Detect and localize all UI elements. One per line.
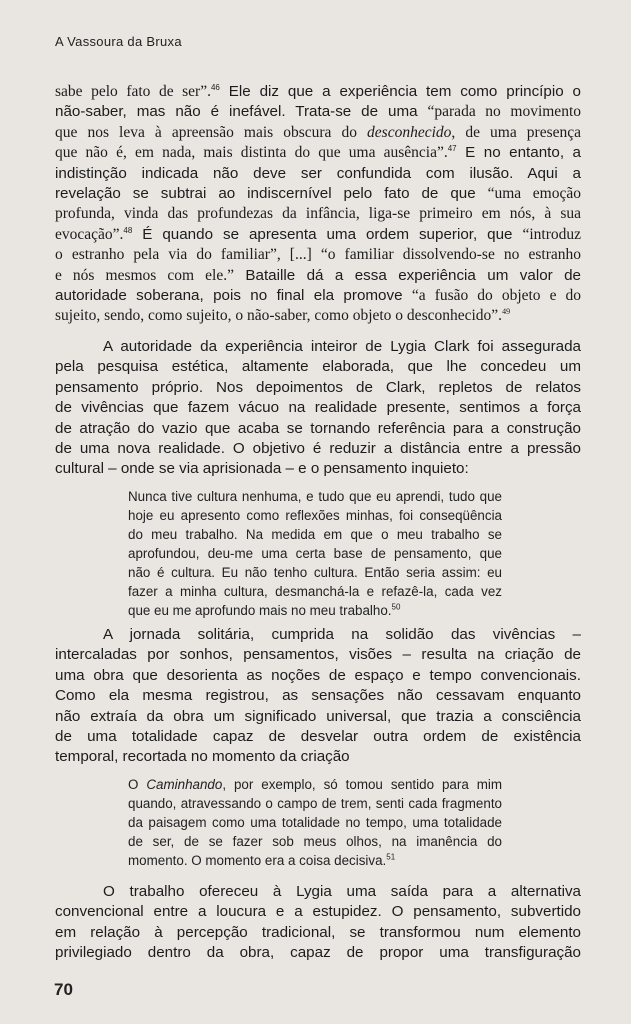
text-line: evocação”.$^{48}$ É quando se apresenta uma ordem superior, que “introduz bbox=[55, 225, 581, 243]
text-line: indistinção indicada não deve ser confundida com ilusão. Aqui a bbox=[55, 164, 581, 182]
paragraph-bataille bbox=[55, 82, 581, 327]
text-line: A jornada solitária, cumprida na solidão das vivências – bbox=[103, 626, 581, 643]
text-line: intercaladas por sonhos, pensamentos, visões – resulta na criação de bbox=[55, 646, 581, 664]
text-line: sabe pelo fato de ser”.$^{46}$ Ele diz que a experiência tem como princípio o bbox=[55, 82, 581, 100]
text-line: de atração do vazio que acaba se tornando referência para a construção bbox=[55, 419, 581, 437]
text-line: revelação se subtrai ao indiscernível pelo fato de que “uma emoção bbox=[55, 185, 581, 203]
text-line: O trabalho ofereceu à Lygia uma saída para a alternativa bbox=[103, 883, 581, 900]
text-line: privilegiado dentro da obra, capaz de propor uma transfiguração bbox=[55, 944, 581, 962]
text-line: de vivências que fazem vácuo na realidade presente, sentimos a força bbox=[55, 399, 581, 417]
text-line: de uma totalidade capaz de desvelar outra ordem de existência bbox=[55, 728, 581, 746]
text-line: cultural – onde se via aprisionada – e o pensamento inquieto: bbox=[55, 460, 469, 478]
footnote-ref: 50 bbox=[391, 602, 401, 612]
text-line: convencional entre a loucura e a estupidez. O pensamento, subvertido bbox=[55, 903, 581, 921]
footnote-ref: 46 bbox=[210, 82, 220, 92]
quote-line: do meu trabalho. Na medida em que o meu trabalho se bbox=[128, 527, 502, 542]
quote-line: da paisagem como uma totalidade no tempo, uma totalidade bbox=[128, 815, 502, 830]
quote-line: não é cultura. Eu não tenho cultura. Então seria assim: eu bbox=[128, 565, 502, 580]
quote-line: de ser, de se fazer sob meus olhos, na imanência do bbox=[128, 834, 502, 849]
text-line: pela pesquisa estética, altamente elaborada, que lhe concedeu um bbox=[55, 358, 581, 376]
text-line: Como ela mesma registrou, as sensações não cessavam enquanto bbox=[55, 687, 581, 705]
block-quote bbox=[128, 775, 502, 870]
text-line: que não é, em nada, mais distinta do que uma ausência”.$^{47}$ E no entanto, a bbox=[55, 144, 581, 162]
text-line: A autoridade da experiência inteiror de Lygia Clark foi assegurada bbox=[103, 338, 581, 355]
text-line: e nós mesmos com ele.” Bataille dá a essa experiência um valor de bbox=[55, 266, 581, 284]
block-quote bbox=[128, 487, 502, 620]
paragraph-jornada bbox=[55, 625, 581, 768]
footnote-ref: 48 bbox=[123, 225, 133, 235]
quote-line: hoje eu apresento como reflexões minhas, foi conseqüência bbox=[128, 508, 502, 523]
footnote-ref: 51 bbox=[386, 852, 396, 862]
footnote-ref: 49 bbox=[502, 307, 511, 317]
quote-line: que eu me aprofundo mais no meu trabalho.$^{50}$ bbox=[128, 602, 401, 618]
text-line: não-saber, mas não é inefável. Trata-se de uma “parada no movimento bbox=[55, 103, 581, 121]
text-line: uma obra que desorienta as noções de espaço e tempo convencionais. bbox=[55, 666, 581, 684]
text-line: em relação à percepção tradicional, se transformou num elemento bbox=[55, 923, 581, 941]
text-line: autoridade soberana, pois no final ela promove “a fusão do objeto e do bbox=[55, 287, 581, 305]
running-header: A Vassoura da Bruxa bbox=[55, 34, 182, 49]
text-line: de uma nova realidade. O objetivo é reduzir a distância entre a pressão bbox=[55, 440, 581, 458]
text-line: que nos leva à apreensão mais obscura do desconhecido, de uma presença bbox=[55, 123, 581, 141]
footnote-ref: 47 bbox=[447, 144, 457, 154]
quote-line: aprofundou, deu-me uma certa base de pensamento, que bbox=[128, 546, 502, 561]
paragraph-trabalho bbox=[55, 882, 581, 964]
text-line: o estranho pela via do familiar”, [...] “o familiar dissolvendo-se no estranho bbox=[55, 246, 581, 264]
text-line: sujeito, sendo, como sujeito, o não-saber, como objeto o desconhecido”.$^{49}$ bbox=[55, 307, 511, 325]
quote-line: quando, atravessando o campo de trem, senti cada fragmento bbox=[128, 796, 502, 811]
text-line: não extraía da obra um significado universal, que trazia a consciência bbox=[55, 707, 581, 725]
quote-line: momento. O momento era a coisa decisiva.$^{51}$ bbox=[128, 852, 396, 868]
text-line: pensamento próprio. Nos depoimentos de Clark, repletos de relatos bbox=[55, 378, 581, 396]
text-line: profunda, vinda das profundezas da infância, liga-se primeiro em nós, à sua bbox=[55, 205, 581, 223]
quote-line: O Caminhando, por exemplo, só tomou sentido para mim bbox=[128, 777, 502, 792]
text-line: temporal, recortada no momento da criação bbox=[55, 748, 350, 766]
page-number: 70 bbox=[54, 980, 73, 999]
paragraph-lygia-clark bbox=[55, 337, 581, 480]
quote-line: Nunca tive cultura nenhuma, e tudo que eu aprendi, tudo que bbox=[128, 489, 502, 504]
quote-line: fazer a minha cultura, desmanchá-la e refazê-la, cada vez bbox=[128, 584, 502, 599]
